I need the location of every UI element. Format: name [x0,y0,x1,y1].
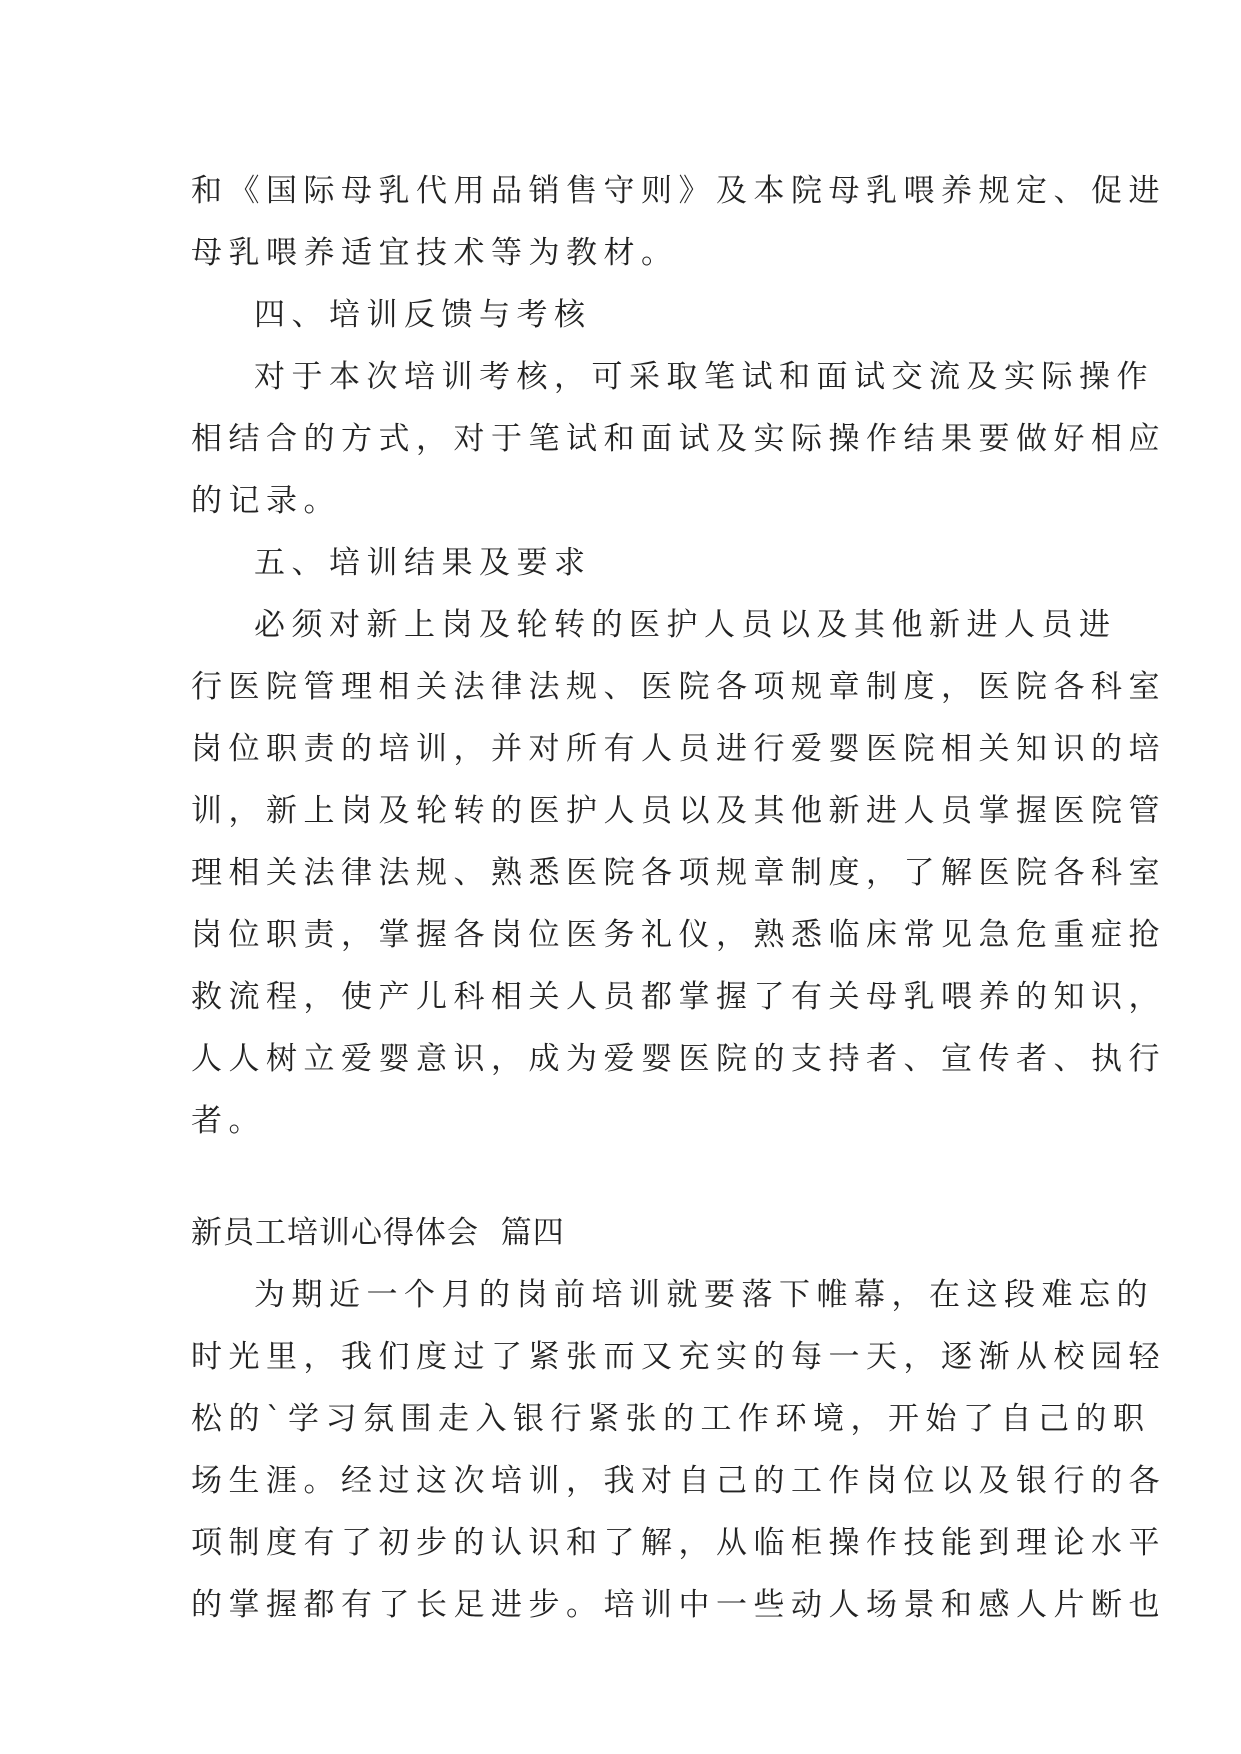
section-four-line-1: 对于本次培训考核，可采取笔试和面试交流及实际操作 [254,359,1154,395]
article-line-6: 的掌握都有了长足进步。培训中一些动人场景和感人片断也 [191,1587,1166,1623]
article-title: 新员工培训心得体会 [191,1215,479,1251]
article-heading [191,1202,1051,1264]
article-line-2: 时光里，我们度过了紧张而又充实的每一天，逐渐从校园轻 [191,1339,1166,1375]
article-line-3: 松的`学习氛围走入银行紧张的工作环境，开始了自己的职 [191,1401,1151,1437]
section-four-heading: 四、培训反馈与考核 [254,297,592,333]
section-five-line-3: 岗位职责的培训，并对所有人员进行爱婴医院相关知识的培 [191,731,1166,767]
article-line-4: 场生涯。经过这次培训，我对自己的工作岗位以及银行的各 [191,1463,1166,1499]
section-five-line-7: 救流程，使产儿科相关人员都掌握了有关母乳喂养的知识， [191,979,1166,1015]
document-body [191,160,1166,1636]
article-title-spacer [479,1215,501,1251]
section-five-line-8: 人人树立爱婴意识，成为爱婴医院的支持者、宣传者、执行 [191,1041,1166,1077]
section-five-line-4: 训，新上岗及轮转的医护人员以及其他新进人员掌握医院管 [191,793,1166,829]
section-five-line-6: 岗位职责，掌握各岗位医务礼仪，熟悉临床常见急危重症抢 [191,917,1166,953]
section-five-heading: 五、培训结果及要求 [254,545,592,581]
section-five-line-1: 必须对新上岗及轮转的医护人员以及其他新进人员进 [254,607,1117,643]
section-five-line-2: 行医院管理相关法律法规、医院各项规章制度，医院各科室 [191,669,1166,705]
continuation-line-1: 和《国际母乳代用品销售守则》及本院母乳喂养规定、促进 [191,173,1166,209]
section-four-line-3: 的记录。 [191,483,341,519]
continuation-line-2: 母乳喂养适宜技术等为教材。 [191,235,679,271]
article-line-1: 为期近一个月的岗前培训就要落下帷幕，在这段难忘的 [254,1277,1154,1313]
section-gap [191,1152,1051,1182]
article-label: 篇四 [500,1215,565,1251]
article-line-5: 项制度有了初步的认识和了解，从临柜操作技能到理论水平 [191,1525,1166,1561]
section-four-line-2: 相结合的方式，对于笔试和面试及实际操作结果要做好相应 [191,421,1166,457]
section-five-line-5: 理相关法律法规、熟悉医院各项规章制度，了解医院各科室 [191,855,1166,891]
section-five-line-9: 者。 [191,1103,266,1139]
